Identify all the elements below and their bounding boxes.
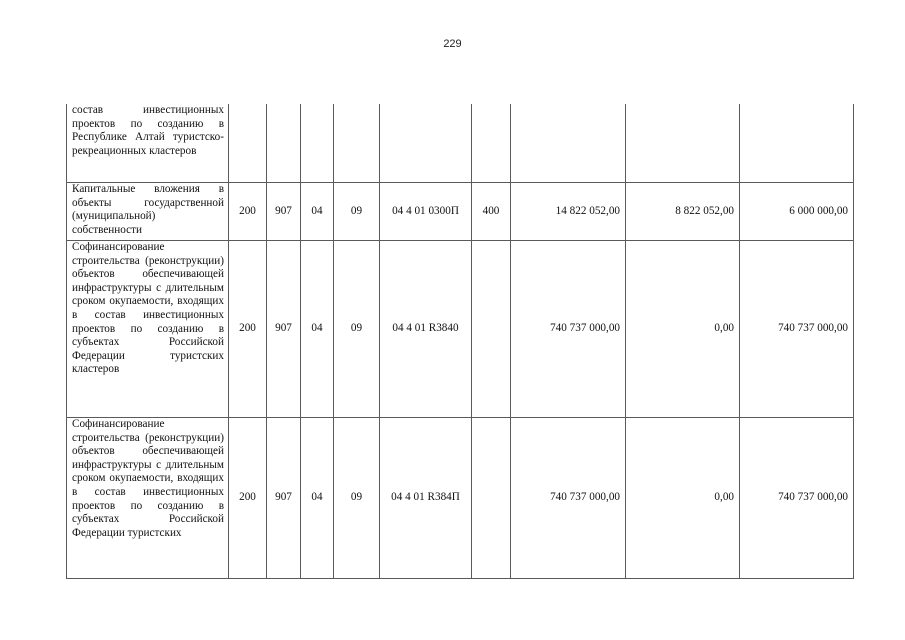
table-row (67, 104, 854, 183)
expense-type-cell (472, 418, 511, 579)
row-name-cell: состав инвестиционных проектов по созданию в Республике Алтай туристско-рекреационных кластеров (67, 104, 229, 183)
target-article-cell: 04 4 01 R384П (380, 418, 472, 579)
expense-type-cell: 400 (472, 183, 511, 241)
amount-1-cell (626, 104, 740, 183)
table-row (67, 418, 854, 579)
expense-type-cell (472, 104, 511, 183)
row-name-cell: Софинансирование строительства (реконструкции) объектов обеспечивающей инфраструктуры с длительным сроком окупаемости, входящих в состав инвестиционных проектов по созданию в субъектах Российской Федерации туристских кластеров (67, 241, 229, 418)
table-row (67, 183, 854, 241)
amount-2-cell: 740 737 000,00 (740, 241, 854, 418)
section-code-cell: 04 (301, 418, 334, 579)
section-code-cell: 04 (301, 241, 334, 418)
amount-1-cell: 8 822 052,00 (626, 183, 740, 241)
total-amount-cell: 14 822 052,00 (511, 183, 626, 241)
target-article-cell (380, 104, 472, 183)
amount-2-cell: 740 737 000,00 (740, 418, 854, 579)
ministry-code-cell: 907 (267, 418, 301, 579)
row-name-cell: Капитальные вложения в объекты государственной (муниципальной) собственности (67, 183, 229, 241)
subsection-code-cell: 09 (334, 241, 380, 418)
subsection-code-cell: 09 (334, 418, 380, 579)
ministry-code-cell (267, 104, 301, 183)
admin-code-cell: 200 (229, 183, 267, 241)
total-amount-cell (511, 104, 626, 183)
row-name-cell: Софинансирование строительства (реконструкции) объектов обеспечивающей инфраструктуры с длительным сроком окупаемости, входящих в состав инвестиционных проектов по созданию в субъектах Российской Федерации туристских (67, 418, 229, 579)
ministry-code-cell: 907 (267, 183, 301, 241)
subsection-code-cell (334, 104, 380, 183)
ministry-code-cell: 907 (267, 241, 301, 418)
page-number: 229 (443, 38, 462, 50)
amount-1-cell: 0,00 (626, 418, 740, 579)
total-amount-cell: 740 737 000,00 (511, 418, 626, 579)
admin-code-cell (229, 104, 267, 183)
total-amount-cell: 740 737 000,00 (511, 241, 626, 418)
target-article-cell: 04 4 01 R3840 (380, 241, 472, 418)
section-code-cell: 04 (301, 183, 334, 241)
amount-2-cell (740, 104, 854, 183)
table-row (67, 241, 854, 418)
expense-type-cell (472, 241, 511, 418)
subsection-code-cell: 09 (334, 183, 380, 241)
admin-code-cell: 200 (229, 418, 267, 579)
amount-1-cell: 0,00 (626, 241, 740, 418)
section-code-cell (301, 104, 334, 183)
amount-2-cell: 6 000 000,00 (740, 183, 854, 241)
admin-code-cell: 200 (229, 241, 267, 418)
target-article-cell: 04 4 01 0300П (380, 183, 472, 241)
budget-table (66, 104, 854, 579)
